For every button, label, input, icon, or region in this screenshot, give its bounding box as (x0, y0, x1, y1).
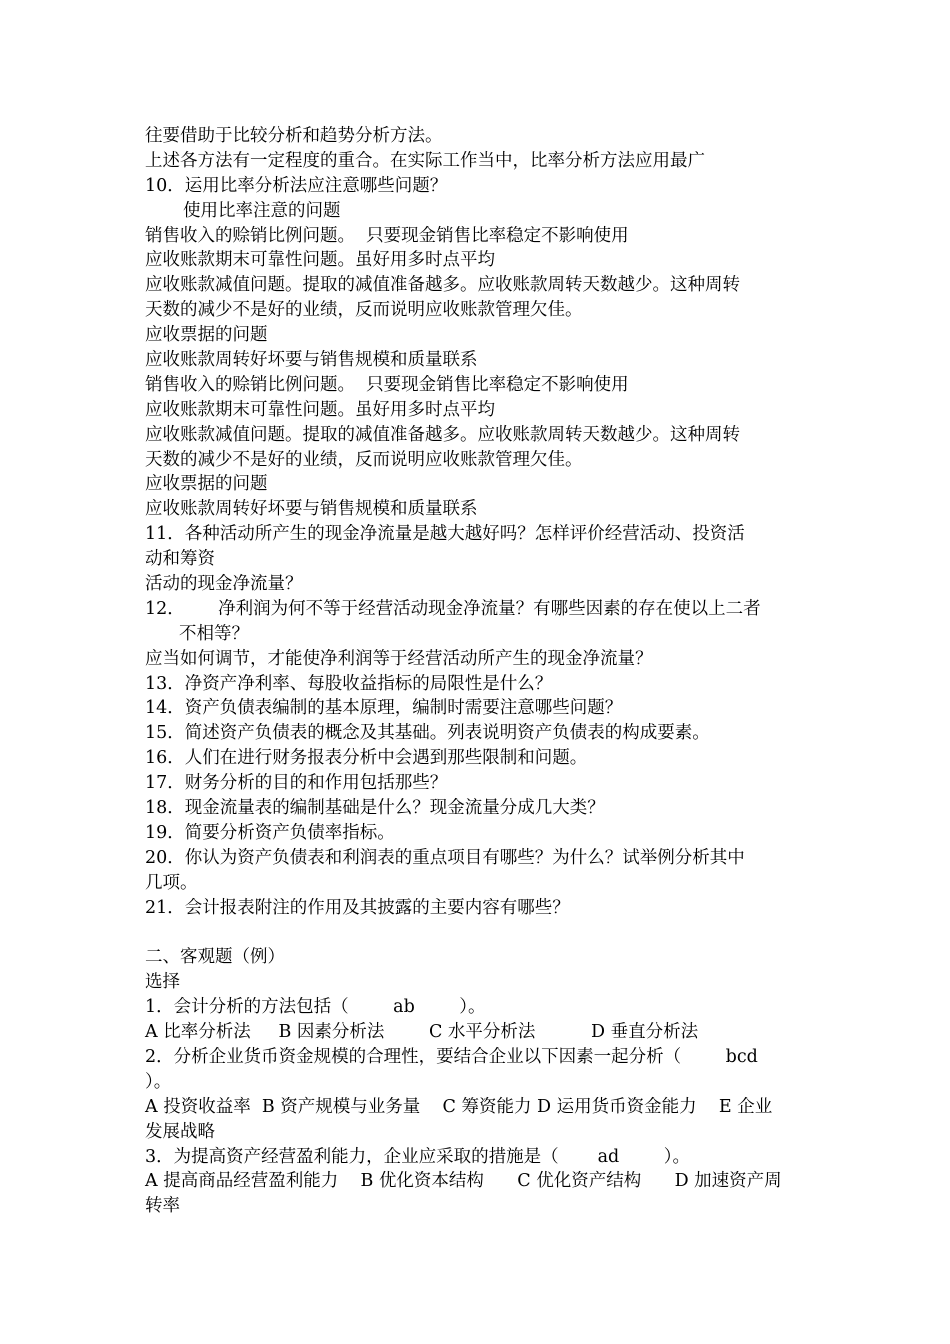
question-10: 10．运用比率分析法应注意哪些问题？ (145, 175, 448, 196)
text-line: 应收账款减值问题。提取的减值准备越多。应收账款周转天数越少。这种周转 (145, 275, 740, 296)
text-line: 应收票据的问题 (145, 474, 268, 495)
text-line: 应收账款周转好坏要与销售规模和质量联系 (145, 499, 478, 520)
text-line: 应收账款期末可靠性问题。虽好用多时点平均 (145, 250, 495, 271)
text-line: 销售收入的赊销比例问题。 只要现金销售比率稳定不影响使用 (145, 225, 629, 246)
choice-question-2: 2．分析企业货币资金规模的合理性，要结合企业以下因素一起分析（ bcd (145, 1046, 758, 1067)
section-heading: 二、客观题（例） (145, 947, 285, 968)
question-20: 20．你认为资产负债表和利润表的重点项目有哪些？为什么？试举例分析其中 (145, 847, 745, 868)
text-line: 动和筹资 (145, 549, 215, 570)
document-body (145, 124, 810, 1219)
question-11: 11．各种活动所产生的现金净流量是越大越好吗？怎样评价经营活动、投资活 (145, 524, 745, 545)
subheading: 使用比率注意的问题 (183, 200, 341, 221)
text-line: 销售收入的赊销比例问题。 只要现金销售比率稳定不影响使用 (145, 374, 629, 395)
choice-question-3: 3．为提高资产经营盈利能力，企业应采取的措施是（ ad ）。 (145, 1146, 690, 1167)
blank-line (145, 921, 810, 946)
text-line: 天数的减少不是好的业绩，反而说明应收账款管理欠佳。 (145, 300, 583, 321)
text-line: 应收账款期末可靠性问题。虽好用多时点平均 (145, 399, 495, 420)
text-line: 应收账款周转好坏要与销售规模和质量联系 (145, 350, 478, 371)
choice-options-1: A 比率分析法 B 因素分析法 C 水平分析法 D 垂直分析法 (145, 1022, 699, 1043)
text-line: 上述各方法有一定程度的重合。在实际工作当中，比率分析方法应用最广 (145, 150, 705, 171)
text-line: 天数的减少不是好的业绩，反而说明应收账款管理欠佳。 (145, 449, 583, 470)
question-16: 16．人们在进行财务报表分析中会遇到那些限制和问题。 (145, 748, 588, 769)
text-line: 活动的现金净流量？ (145, 574, 303, 595)
question-15: 15．简述资产负债表的概念及其基础。列表说明资产负债表的构成要素。 (145, 723, 710, 744)
text-line: ）。 (145, 1071, 172, 1092)
text-line: 应收票据的问题 (145, 325, 268, 346)
choice-options-2: A 投资收益率 B 资产规模与业务量 C 筹资能力 D 运用货币资金能力 E 企业 (145, 1096, 773, 1117)
text-line: 应收账款减值问题。提取的减值准备越多。应收账款周转天数越少。这种周转 (145, 424, 740, 445)
question-21: 21．会计报表附注的作用及其披露的主要内容有哪些？ (145, 897, 570, 918)
text-line: 往要借助于比较分析和趋势分析方法。 (145, 126, 443, 146)
section-subheading: 选择 (145, 972, 180, 993)
question-19: 19．简要分析资产负债率指标。 (145, 822, 395, 843)
text-line: 不相等？ (179, 623, 249, 644)
text-line: 几项。 (145, 872, 198, 893)
choice-question-1: 1．会计分析的方法包括（ ab ）。 (145, 997, 486, 1018)
question-18: 18．现金流量表的编制基础是什么？现金流量分成几大类？ (145, 798, 605, 819)
text-line: 应当如何调节，才能使净利润等于经营活动所产生的现金净流量？ (145, 648, 653, 669)
question-17: 17．财务分析的目的和作用包括那些？ (145, 773, 448, 794)
text-line: 转率 (145, 1196, 180, 1217)
question-14: 14．资产负债表编制的基本原理，编制时需要注意哪些问题？ (145, 698, 623, 719)
question-12: 12． 净利润为何不等于经营活动现金净流量？有哪些因素的存在使以上二者 (145, 598, 761, 619)
choice-options-3: A 提高商品经营盈利能力 B 优化资本结构 C 优化资产结构 D 加速资产周 (145, 1171, 782, 1192)
text-line: 发展战略 (145, 1121, 215, 1142)
question-13: 13．净资产净利率、每股收益指标的局限性是什么？ (145, 673, 553, 694)
